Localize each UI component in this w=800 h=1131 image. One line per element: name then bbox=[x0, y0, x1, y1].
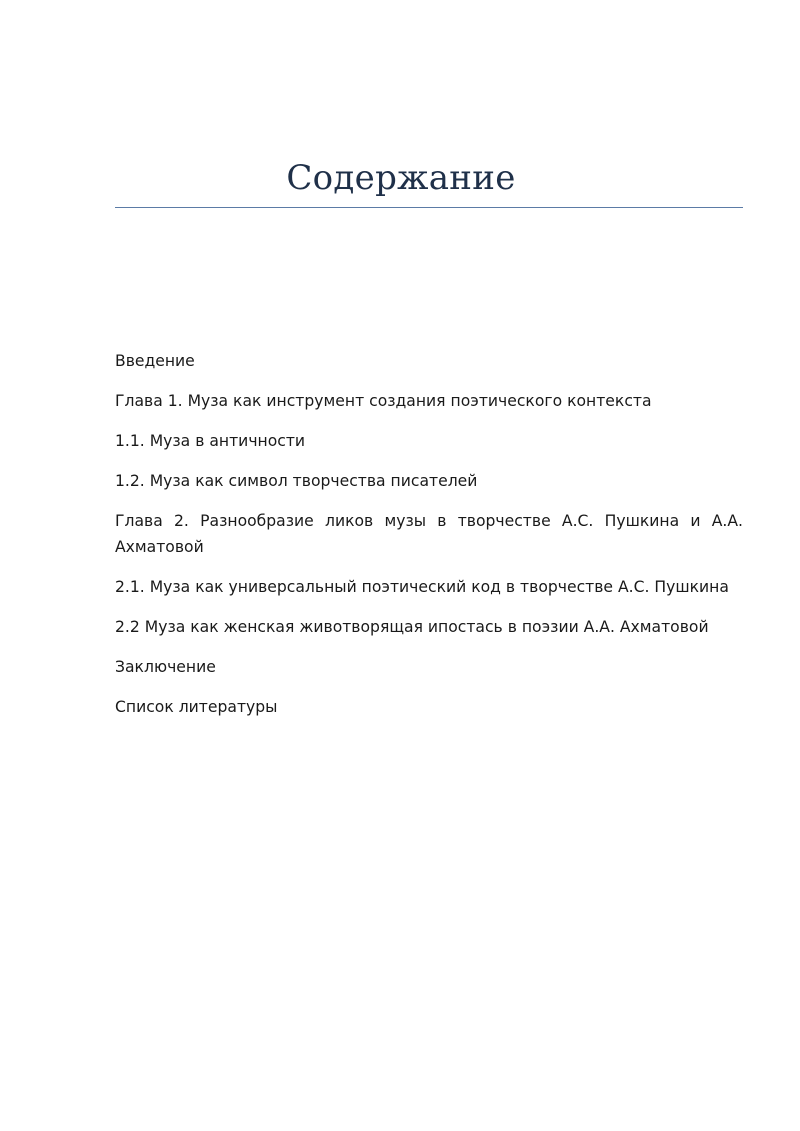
title-underline bbox=[115, 207, 743, 208]
toc-item-chapter-2: Глава 2. Разнообразие ликов музы в творчестве А.С. Пушкина и А.А. Ахматовой bbox=[115, 512, 743, 556]
toc-item-section-2-2: 2.2 Муза как женская животворящая ипостась в поэзии А.А. Ахматовой bbox=[115, 618, 709, 636]
toc-item-bibliography: Список литературы bbox=[115, 698, 278, 716]
title-block bbox=[115, 152, 743, 209]
page-title: Содержание bbox=[286, 158, 516, 198]
table-of-contents bbox=[115, 348, 743, 720]
toc-item-conclusion: Заключение bbox=[115, 658, 216, 676]
toc-item-section-1-2: 1.2. Муза как символ творчества писателей bbox=[115, 472, 478, 490]
toc-item-introduction: Введение bbox=[115, 352, 195, 370]
toc-item-section-1-1: 1.1. Муза в античности bbox=[115, 432, 306, 450]
toc-item-section-2-1: 2.1. Муза как универсальный поэтический код в творчестве А.С. Пушкина bbox=[115, 578, 729, 596]
toc-item-chapter-1: Глава 1. Муза как инструмент создания поэтического контекста bbox=[115, 392, 652, 410]
